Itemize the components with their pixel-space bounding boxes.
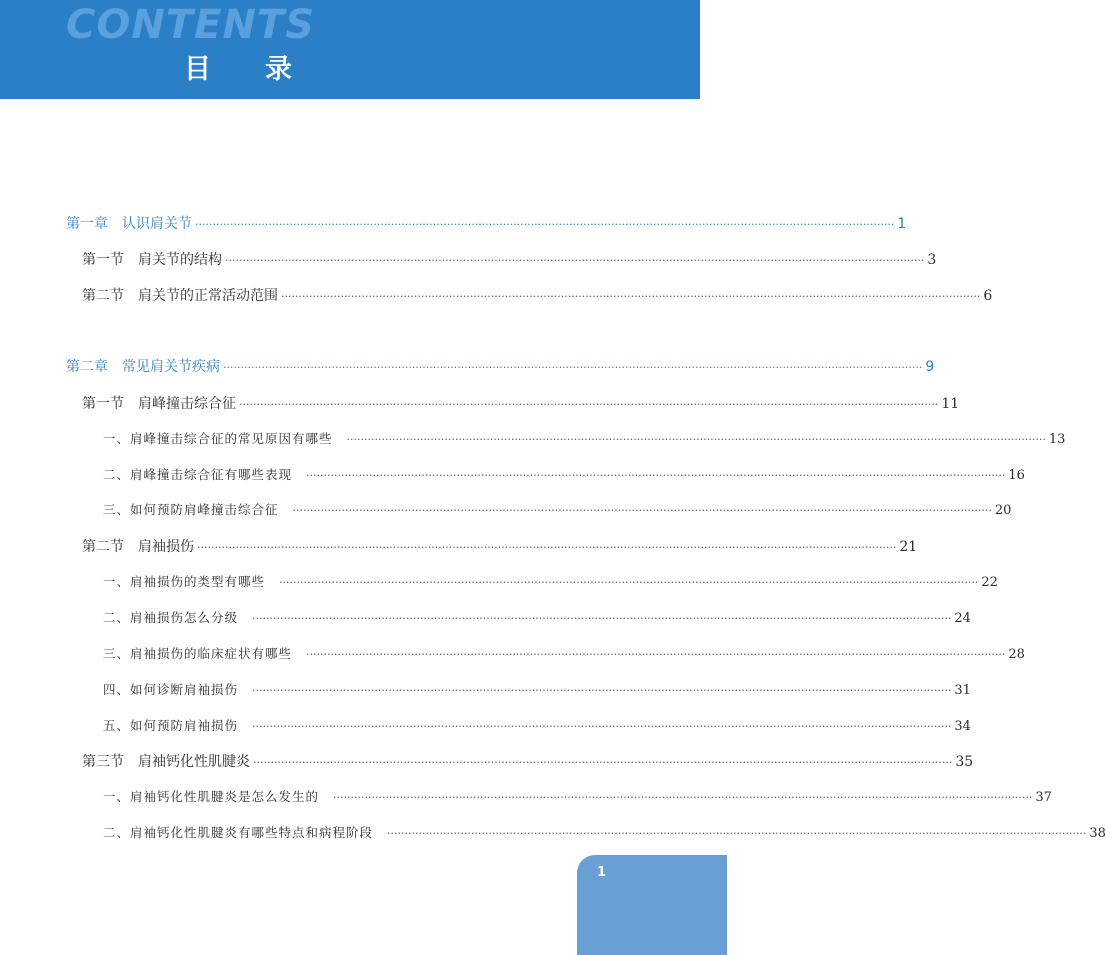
toc-entry-label: 五、如何预防肩袖损伤 [103,718,239,733]
toc-section-1-2[interactable] [82,285,993,305]
toc-leader-dots: ········································································································································································································ [306,469,1006,482]
header-title-en: CONTENTS [66,2,316,48]
toc-section-2-2[interactable] [82,536,918,556]
toc-entry-page: 37 [1035,790,1052,805]
toc-section-2-1[interactable] [82,393,960,413]
toc-leader-dots: ········································································································································································································ [281,290,981,303]
toc-entry-page: 1 [897,216,907,232]
toc-item[interactable] [103,572,998,590]
toc-entry-page: 35 [955,754,974,770]
toc-leader-dots: ········································································································································································································ [252,684,952,697]
page-number-tab [577,855,727,955]
toc-leader-dots: ········································································································································································································ [252,720,952,733]
toc-entry-page: 20 [994,503,1012,518]
toc-chapter-1[interactable] [66,213,907,233]
toc-entry-page: 16 [1008,468,1025,483]
page-number: 1 [597,865,607,880]
toc-section-2-3[interactable] [82,751,974,771]
toc-item[interactable] [103,787,1052,805]
toc-leader-dots: ········································································································································································································ [333,791,1033,804]
toc-section-1-1[interactable] [82,249,937,269]
toc-entry-page: 3 [927,252,937,268]
toc-entry-page: 28 [1008,647,1025,662]
toc-entry-label: 第一节 肩关节的结构 [82,252,222,268]
toc-leader-dots: ········································································································································································································ [306,648,1006,661]
toc-entry-label: 第三节 肩袖钙化性肌腱炎 [82,754,250,770]
toc-entry-label: 三、肩袖损伤的临床症状有哪些 [103,646,293,661]
toc-item[interactable] [103,608,971,626]
toc-entry-page: 21 [899,539,918,555]
header-title-cn: 目录 [184,54,346,85]
toc-item[interactable] [103,644,1025,662]
toc-item[interactable] [103,680,971,698]
header-banner [0,0,700,99]
toc-item[interactable] [103,465,1025,483]
toc-entry-label: 第二章 常见肩关节疾病 [66,359,220,375]
toc-item[interactable] [103,716,971,734]
toc-entry-label: 第二节 肩袖损伤 [82,539,194,555]
toc-item[interactable] [103,429,1066,447]
toc-leader-dots: ········································································································································································································ [239,398,939,411]
toc-entry-page: 6 [983,288,993,304]
toc-item[interactable] [103,823,1106,841]
toc-entry-label: 第一节 肩峰撞击综合征 [82,396,236,412]
toc-entry-page: 24 [954,611,971,626]
toc-leader-dots: ········································································································································································································ [253,756,953,769]
toc-leader-dots: ········································································································································································································ [346,433,1046,446]
toc-entry-label: 二、肩袖钙化性肌腱炎有哪些特点和病程阶段 [103,825,374,840]
toc-leader-dots: ········································································································································································································ [195,218,895,231]
toc-entry-label: 第二节 肩关节的正常活动范围 [82,288,278,304]
toc-entry-page: 11 [941,396,960,412]
toc-leader-dots: ········································································································································································································ [225,254,925,267]
toc-leader-dots: ········································································································································································································ [279,576,979,589]
toc-leader-dots: ········································································································································································································ [223,361,923,374]
toc-entry-label: 一、肩峰撞击综合征的常见原因有哪些 [103,431,333,446]
toc-entry-label: 二、肩峰撞击综合征有哪些表现 [103,467,293,482]
toc-item[interactable] [103,500,1012,518]
toc-leader-dots: ········································································································································································································ [387,827,1087,840]
toc-entry-label: 一、肩袖损伤的类型有哪些 [103,574,266,589]
toc-entry-label: 四、如何诊断肩袖损伤 [103,682,239,697]
toc-leader-dots: ········································································································································································································ [292,504,992,517]
toc-entry-page: 9 [925,359,935,375]
toc-leader-dots: ········································································································································································································ [252,612,952,625]
toc-entry-label: 三、如何预防肩峰撞击综合征 [103,502,279,517]
toc-chapter-2[interactable] [66,356,935,376]
toc-entry-page: 22 [981,575,998,590]
toc-entry-page: 34 [954,719,971,734]
toc-entry-label: 一、肩袖钙化性肌腱炎是怎么发生的 [103,789,320,804]
toc-entry-page: 38 [1089,826,1106,841]
toc-leader-dots: ········································································································································································································ [197,541,897,554]
toc-entry-page: 31 [954,683,971,698]
toc-entry-page: 13 [1048,432,1066,447]
toc-entry-label: 第一章 认识肩关节 [66,216,192,232]
toc-entry-label: 二、肩袖损伤怎么分级 [103,610,239,625]
